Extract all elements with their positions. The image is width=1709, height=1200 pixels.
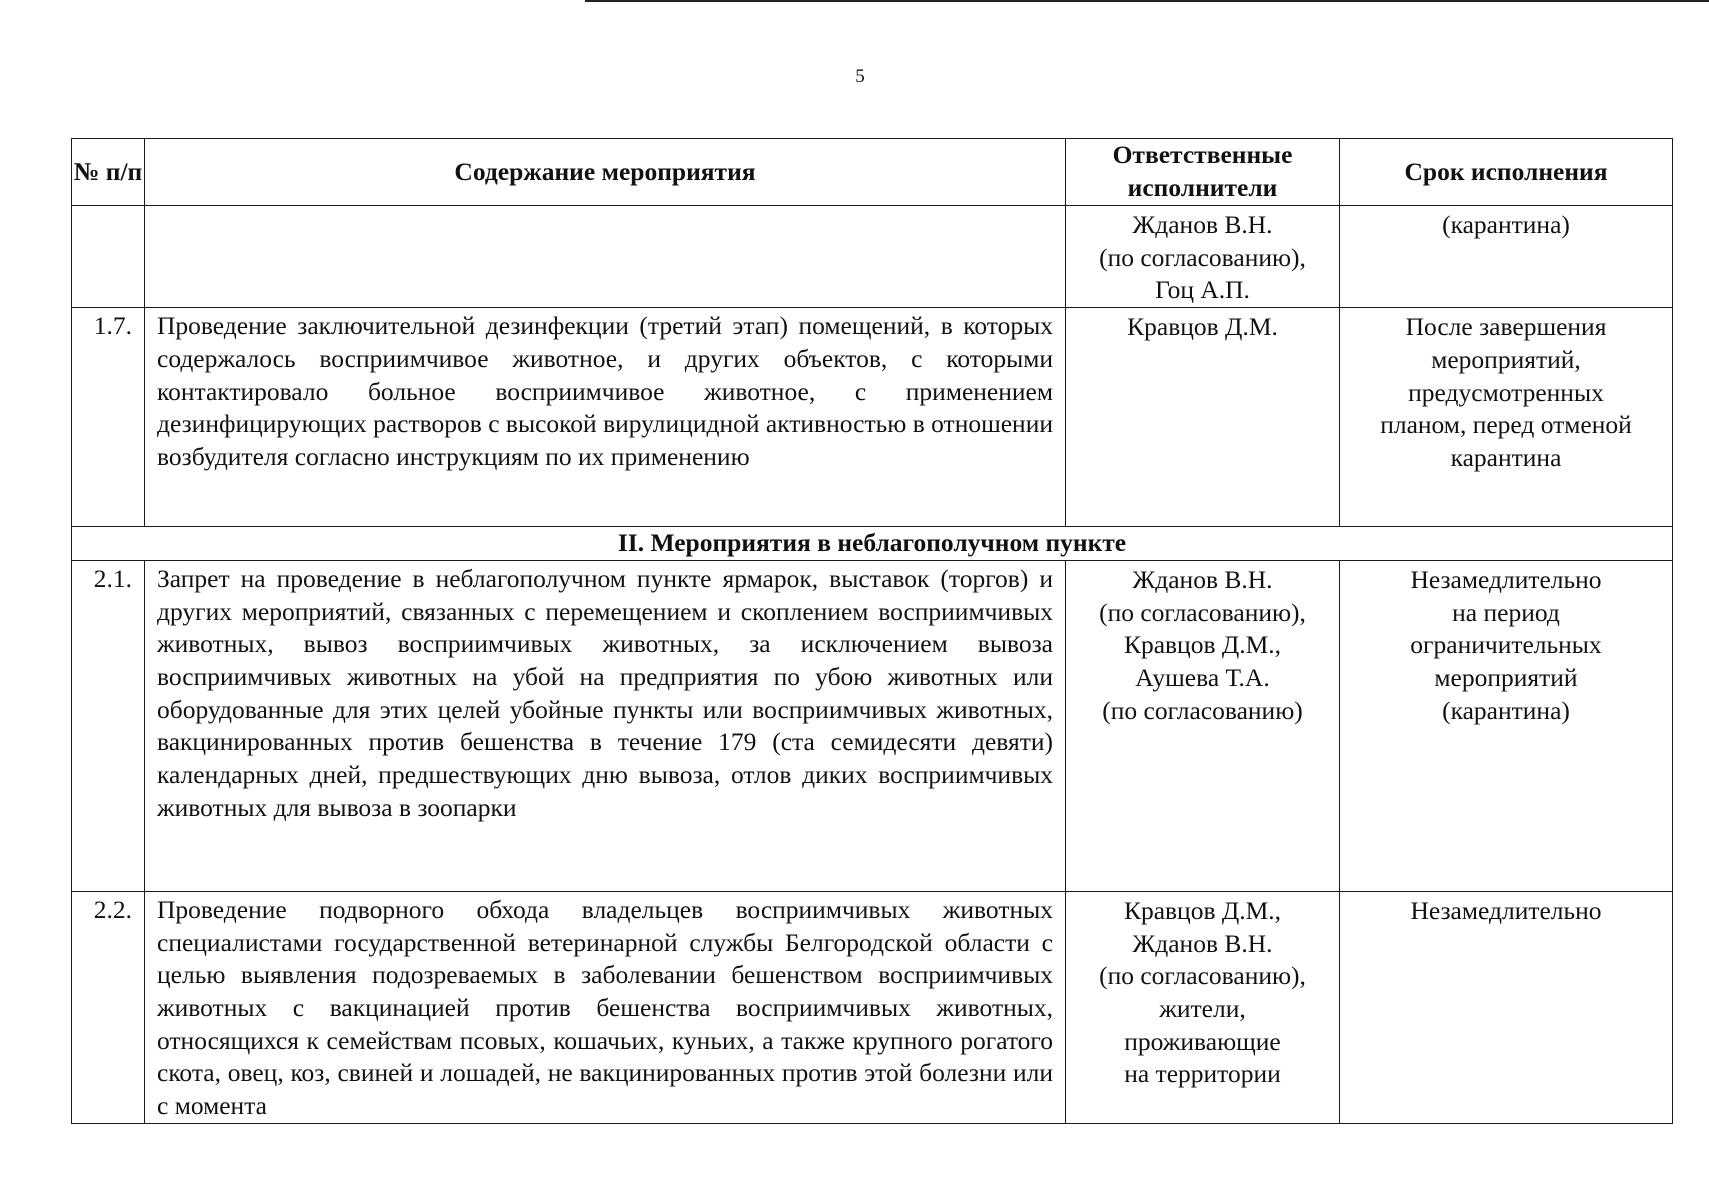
responsible-line: Жданов В.Н. <box>1132 564 1273 594</box>
deadline-line: планом, перед отменой <box>1380 410 1632 440</box>
responsible-line: (по согласованию), <box>1099 242 1306 272</box>
responsible-line: Кравцов Д.М., <box>1123 630 1282 660</box>
row-deadline <box>1340 891 1673 1123</box>
header-responsible: Ответственные исполнители <box>1066 139 1340 206</box>
responsible-line: Кравцов Д.М., <box>1123 895 1282 925</box>
top-rule <box>585 0 1709 2</box>
deadline-line: мероприятий, <box>1431 344 1581 374</box>
row-content <box>145 206 1066 308</box>
deadline-line: на период <box>1452 597 1560 627</box>
responsible-line: жители, <box>1159 993 1246 1023</box>
responsible-line: Гоц А.П. <box>1155 275 1250 305</box>
deadline-line: карантина <box>1450 442 1562 472</box>
row-num: 1.7. <box>72 308 145 527</box>
responsible-line: Аушева Т.А. <box>1135 662 1270 692</box>
table-row <box>72 308 1673 527</box>
table-row <box>72 891 1673 1123</box>
deadline-line: Незамедлительно <box>1410 564 1602 594</box>
row-content: Проведение заключительной дезинфекции (третий этап) помещений, в которых содержалось восприимчивое животное, и других объектов, с которыми контактировало больное восприимчивое животное, с применением дезинфицирующих растворов с высокой вирулицидной активностью в отношении возбудителя согласно инструкциям по их применению <box>145 308 1066 527</box>
responsible-line: Кравцов Д.М. <box>1127 312 1278 342</box>
row-num: 2.1. <box>72 560 145 891</box>
header-content: Содержание мероприятия <box>145 139 1066 206</box>
responsible-line: проживающие <box>1124 1026 1281 1056</box>
section-row <box>72 527 1673 561</box>
responsible-line: (по согласованию), <box>1099 961 1306 991</box>
row-content: Запрет на проведение в неблагополучном пункте ярмарок, выставок (торгов) и других мероприятий, связанных с перемещением и скоплением восприимчивых животных, вывоз восприимчивых животных, за исключением вывоза восприимчивых животных на убой на предприятия по убою животных или оборудованные для этих целей убойные пункты или восприимчивых животных, вакцинированных против бешенства в течение 179 (ста семидесяти девяти) календарных дней, предшествующих дню вывоза, отлов диких восприимчивых животных для вывоза в зоопарки <box>145 560 1066 891</box>
measures-table <box>71 138 1673 1124</box>
row-num <box>72 206 145 308</box>
responsible-line: Жданов В.Н. <box>1132 210 1273 239</box>
deadline-line: мероприятий <box>1434 662 1578 692</box>
table-header-row <box>72 139 1673 206</box>
row-responsible <box>1066 891 1340 1123</box>
table-row <box>72 206 1673 308</box>
responsible-line: (по согласованию) <box>1102 695 1303 725</box>
responsible-line: (по согласованию), <box>1099 597 1306 627</box>
row-responsible <box>1066 206 1340 308</box>
table-row <box>72 560 1673 891</box>
row-responsible <box>1066 560 1340 891</box>
row-deadline <box>1340 560 1673 891</box>
row-deadline <box>1340 308 1673 527</box>
section-title: II. Мероприятия в неблагополучном пункте <box>72 527 1673 561</box>
row-deadline <box>1340 206 1673 308</box>
deadline-line: Незамедлительно <box>1410 895 1602 925</box>
deadline-line: После завершения <box>1405 312 1607 342</box>
responsible-line: Жданов В.Н. <box>1132 928 1273 958</box>
page-number: 5 <box>855 66 865 87</box>
header-deadline: Срок исполнения <box>1340 139 1673 206</box>
header-num: № п/п <box>72 139 145 206</box>
deadline-line: (карантина) <box>1442 210 1570 239</box>
deadline-line: (карантина) <box>1442 695 1570 725</box>
deadline-line: предусмотренных <box>1408 377 1604 407</box>
row-num: 2.2. <box>72 891 145 1123</box>
row-content: Проведение подворного обхода владельцев восприимчивых животных специалистами государственной ветеринарной службы Белгородской области с целью выявления подозреваемых в заболевании бешенством восприимчивых животных с вакцинацией против бешенства восприимчивых животных, относящихся к семействам псовых, кошачьих, куньих, а также крупного рогатого скота, овец, коз, свиней и лошадей, не вакцинированных против этой болезни или с момента <box>145 891 1066 1123</box>
deadline-line: ограничительных <box>1410 630 1602 660</box>
row-responsible <box>1066 308 1340 527</box>
responsible-line: на территории <box>1124 1059 1281 1089</box>
